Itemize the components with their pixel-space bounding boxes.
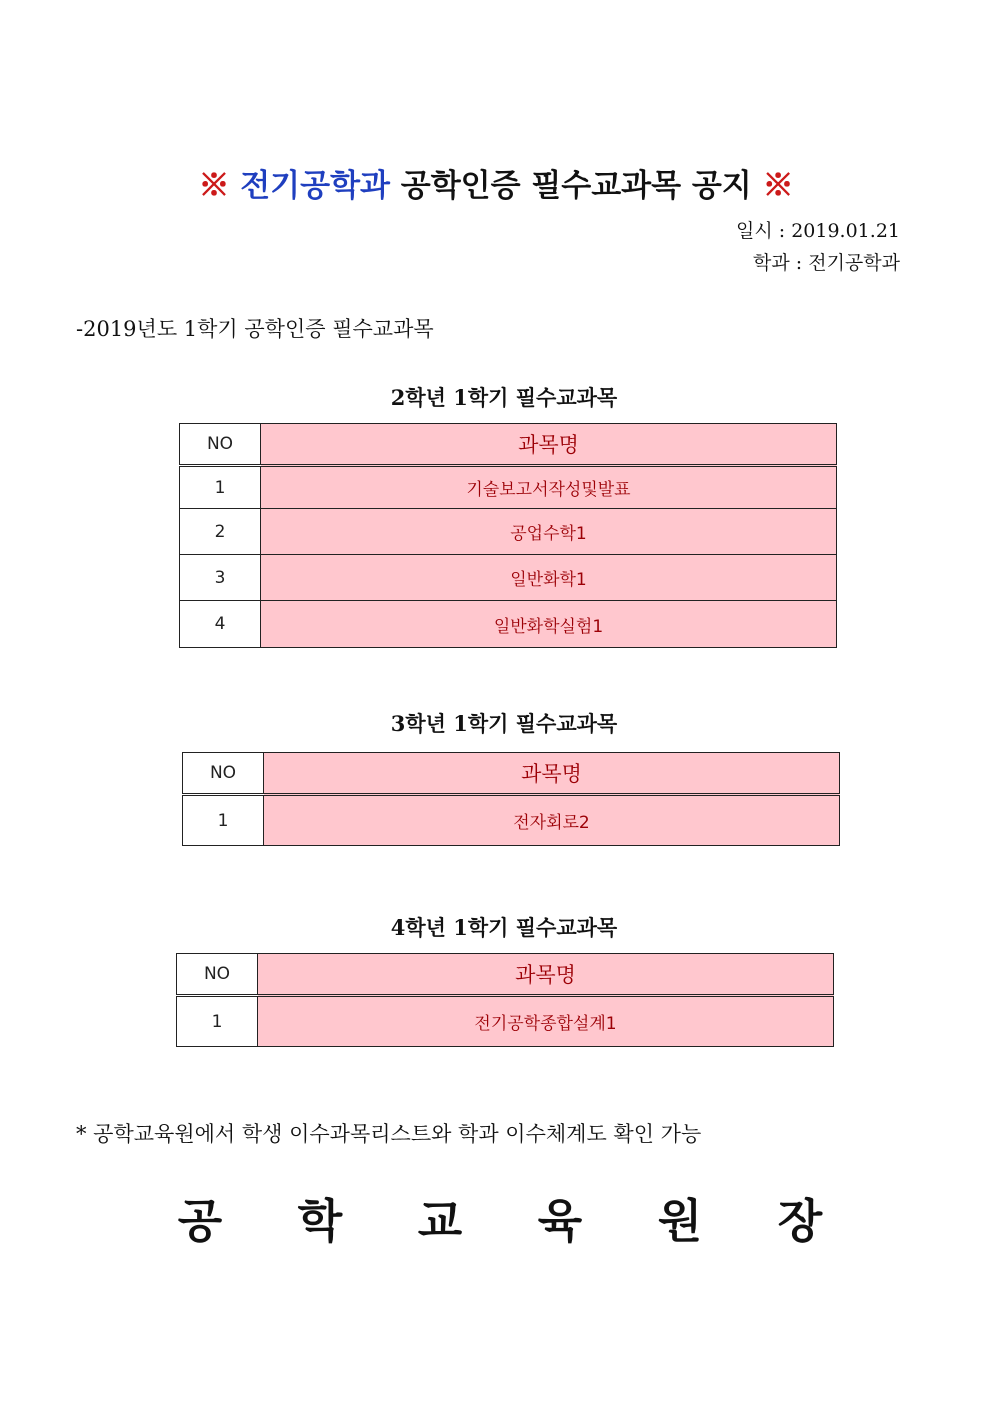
course-name: 기술보고서작성및발표 (261, 466, 837, 509)
signature-char: 학 (297, 1194, 343, 1248)
row-number: 3 (180, 555, 261, 601)
row-number: 1 (177, 996, 258, 1047)
course-table-year2 (179, 423, 837, 648)
course-name: 전자회로2 (264, 795, 840, 846)
department-line: 학과 : 전기공학과 (753, 252, 900, 274)
section-title-year2: 2학년 1학기 필수교과목 (390, 385, 618, 410)
table-header-row (183, 753, 840, 795)
title-department: 전기공학과 (240, 168, 390, 204)
column-header-course: 과목명 (261, 424, 837, 466)
column-header-no: NO (180, 424, 261, 466)
page-title (0, 160, 992, 205)
table-header-row (180, 424, 837, 466)
course-table-year3 (182, 752, 840, 846)
footnote: * 공학교육원에서 학생 이수과목리스트와 학과 이수체계도 확인 가능 (76, 1122, 702, 1146)
table-header-row (177, 954, 834, 996)
course-name: 일반화학1 (261, 555, 837, 601)
signature-char: 육 (537, 1194, 583, 1248)
column-header-course: 과목명 (264, 753, 840, 795)
signature-block (150, 1185, 850, 1251)
signature-char: 교 (417, 1194, 463, 1248)
signature-char: 공 (177, 1194, 223, 1248)
reference-mark-right: ※ (762, 168, 794, 204)
course-table-year4 (176, 953, 834, 1047)
column-header-course: 과목명 (258, 954, 834, 996)
column-header-no: NO (177, 954, 258, 996)
row-number: 4 (180, 601, 261, 648)
reference-mark-left: ※ (198, 168, 230, 204)
course-name: 전기공학종합설계1 (258, 996, 834, 1047)
column-header-no: NO (183, 753, 264, 795)
signature-char: 장 (777, 1194, 823, 1248)
table-row (180, 509, 837, 555)
department-label: 학과 (753, 252, 790, 274)
row-number: 2 (180, 509, 261, 555)
course-name: 일반화학실험1 (261, 601, 837, 648)
signature-char: 원 (657, 1194, 703, 1248)
table-row (180, 555, 837, 601)
subheading: -2019년도 1학기 공학인증 필수교과목 (76, 317, 434, 341)
table-row (177, 996, 834, 1047)
section-title-year3: 3학년 1학기 필수교과목 (390, 711, 618, 736)
row-number: 1 (180, 466, 261, 509)
title-text: 공학인증 필수교과목 공지 (400, 168, 752, 204)
course-name: 공업수학1 (261, 509, 837, 555)
table-row (180, 466, 837, 509)
department-value: 전기공학과 (808, 252, 900, 274)
row-number: 1 (183, 795, 264, 846)
date-label: 일시 (736, 220, 773, 242)
date-value: 2019.01.21 (791, 220, 900, 242)
table-row (183, 795, 840, 846)
section-title-year4: 4학년 1학기 필수교과목 (390, 915, 618, 940)
table-row (180, 601, 837, 648)
date-line: 일시 : 2019.01.21 (736, 220, 900, 242)
